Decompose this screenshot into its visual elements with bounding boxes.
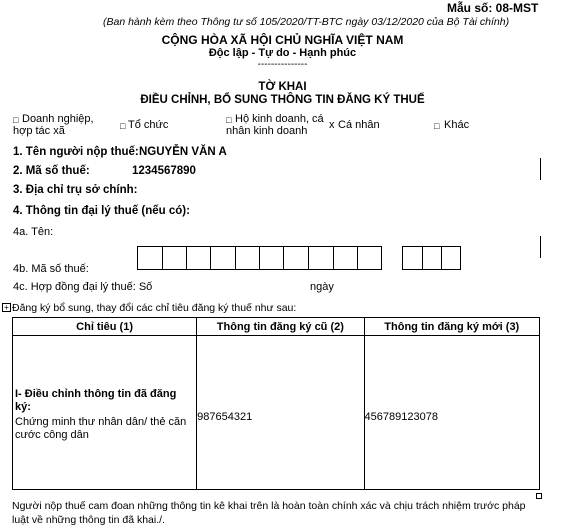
agent-tax-id-branch-boxes[interactable] <box>402 246 461 270</box>
registration-change-table <box>12 317 540 490</box>
household-label-2: nhân kinh doanh <box>226 125 308 137</box>
enterprise-label: Doanh nghiệp, <box>22 113 94 125</box>
footer-declaration: Người nộp thuế cam đoan những thông tin kê khai trên là hoàn toàn chính xác và chịu trách nhiệm trước pháp luật về những thông tin đã khai./. <box>12 500 526 526</box>
old-value: 987654321 <box>197 411 253 423</box>
issued-note: (Ban hành kèm theo Thông tư số 105/2020/TT-BTC ngày 03/12/2020 của Bộ Tài chính) <box>103 16 510 28</box>
taxpayer-name-label: 1. Tên người nộp thuế: <box>13 146 139 158</box>
intro-text: Đăng ký bổ sung, thay đổi các chỉ tiêu đăng ký thuế như sau: <box>12 302 297 314</box>
text-cursor <box>540 158 541 180</box>
table-header: Chỉ tiêu (1) <box>13 318 197 336</box>
section-title: I- Điều chỉnh thông tin đã đăng ký: <box>15 388 177 413</box>
agent-contract-date-label: ngày <box>310 281 334 293</box>
checkbox-icon[interactable]: □ <box>13 115 19 125</box>
agent-tax-id-label: 4b. Mã số thuế: <box>13 263 89 275</box>
table-row <box>13 336 540 490</box>
table-header-row <box>13 318 540 336</box>
table-cell-criterion[interactable] <box>13 336 197 490</box>
tax-id-label: 2. Mã số thuế: <box>13 165 90 177</box>
form-title: TỜ KHAI <box>258 81 307 93</box>
row-label: Chứng minh thư nhân dân/ thẻ căn cước công dân <box>15 416 187 441</box>
agent-name-label: 4a. Tên: <box>13 226 54 238</box>
other-label: Khác <box>444 119 470 131</box>
tax-id-value[interactable]: 1234567890 <box>132 165 196 177</box>
new-value: 456789123078 <box>364 411 438 423</box>
motto-rule: --------------- <box>257 59 308 70</box>
enterprise-label-2: hợp tác xã <box>13 125 65 137</box>
address-label: 3. Địa chỉ trụ sở chính: <box>13 184 138 196</box>
checked-x-icon[interactable]: x <box>329 119 335 131</box>
table-cell-new[interactable] <box>364 336 539 490</box>
checkbox-icon[interactable]: □ <box>226 115 232 125</box>
table-header: Thông tin đăng ký mới (3) <box>364 318 539 336</box>
individual-label: Cá nhân <box>338 119 380 131</box>
table-header: Thông tin đăng ký cũ (2) <box>197 318 364 336</box>
form-subtitle: ĐIỀU CHỈNH, BỔ SUNG THÔNG TIN ĐĂNG KÝ THUẾ <box>140 94 425 106</box>
country-heading: CỘNG HÒA XÃ HỘI CHỦ NGHĨA VIỆT NAM <box>161 33 404 47</box>
household-label: Hộ kinh doanh, cá <box>235 113 324 125</box>
organization-label: Tổ chức <box>128 119 169 131</box>
move-handle-icon[interactable]: + <box>2 303 11 312</box>
agent-info-label: 4. Thông tin đại lý thuế (nếu có): <box>13 205 190 217</box>
checkbox-icon[interactable]: □ <box>120 121 126 131</box>
taxpayer-name-value[interactable]: NGUYỄN VĂN A <box>139 146 227 158</box>
form-code: Mẫu số: 08-MST <box>447 1 539 15</box>
table-cell-old[interactable] <box>197 336 364 490</box>
agent-tax-id-boxes[interactable] <box>137 246 382 270</box>
text-cursor <box>540 236 541 258</box>
agent-contract-label: 4c. Hợp đồng đại lý thuế: Số <box>13 281 153 293</box>
checkbox-icon[interactable]: □ <box>434 121 440 131</box>
motto: Độc lập - Tự do - Hạnh phúc <box>208 47 357 59</box>
